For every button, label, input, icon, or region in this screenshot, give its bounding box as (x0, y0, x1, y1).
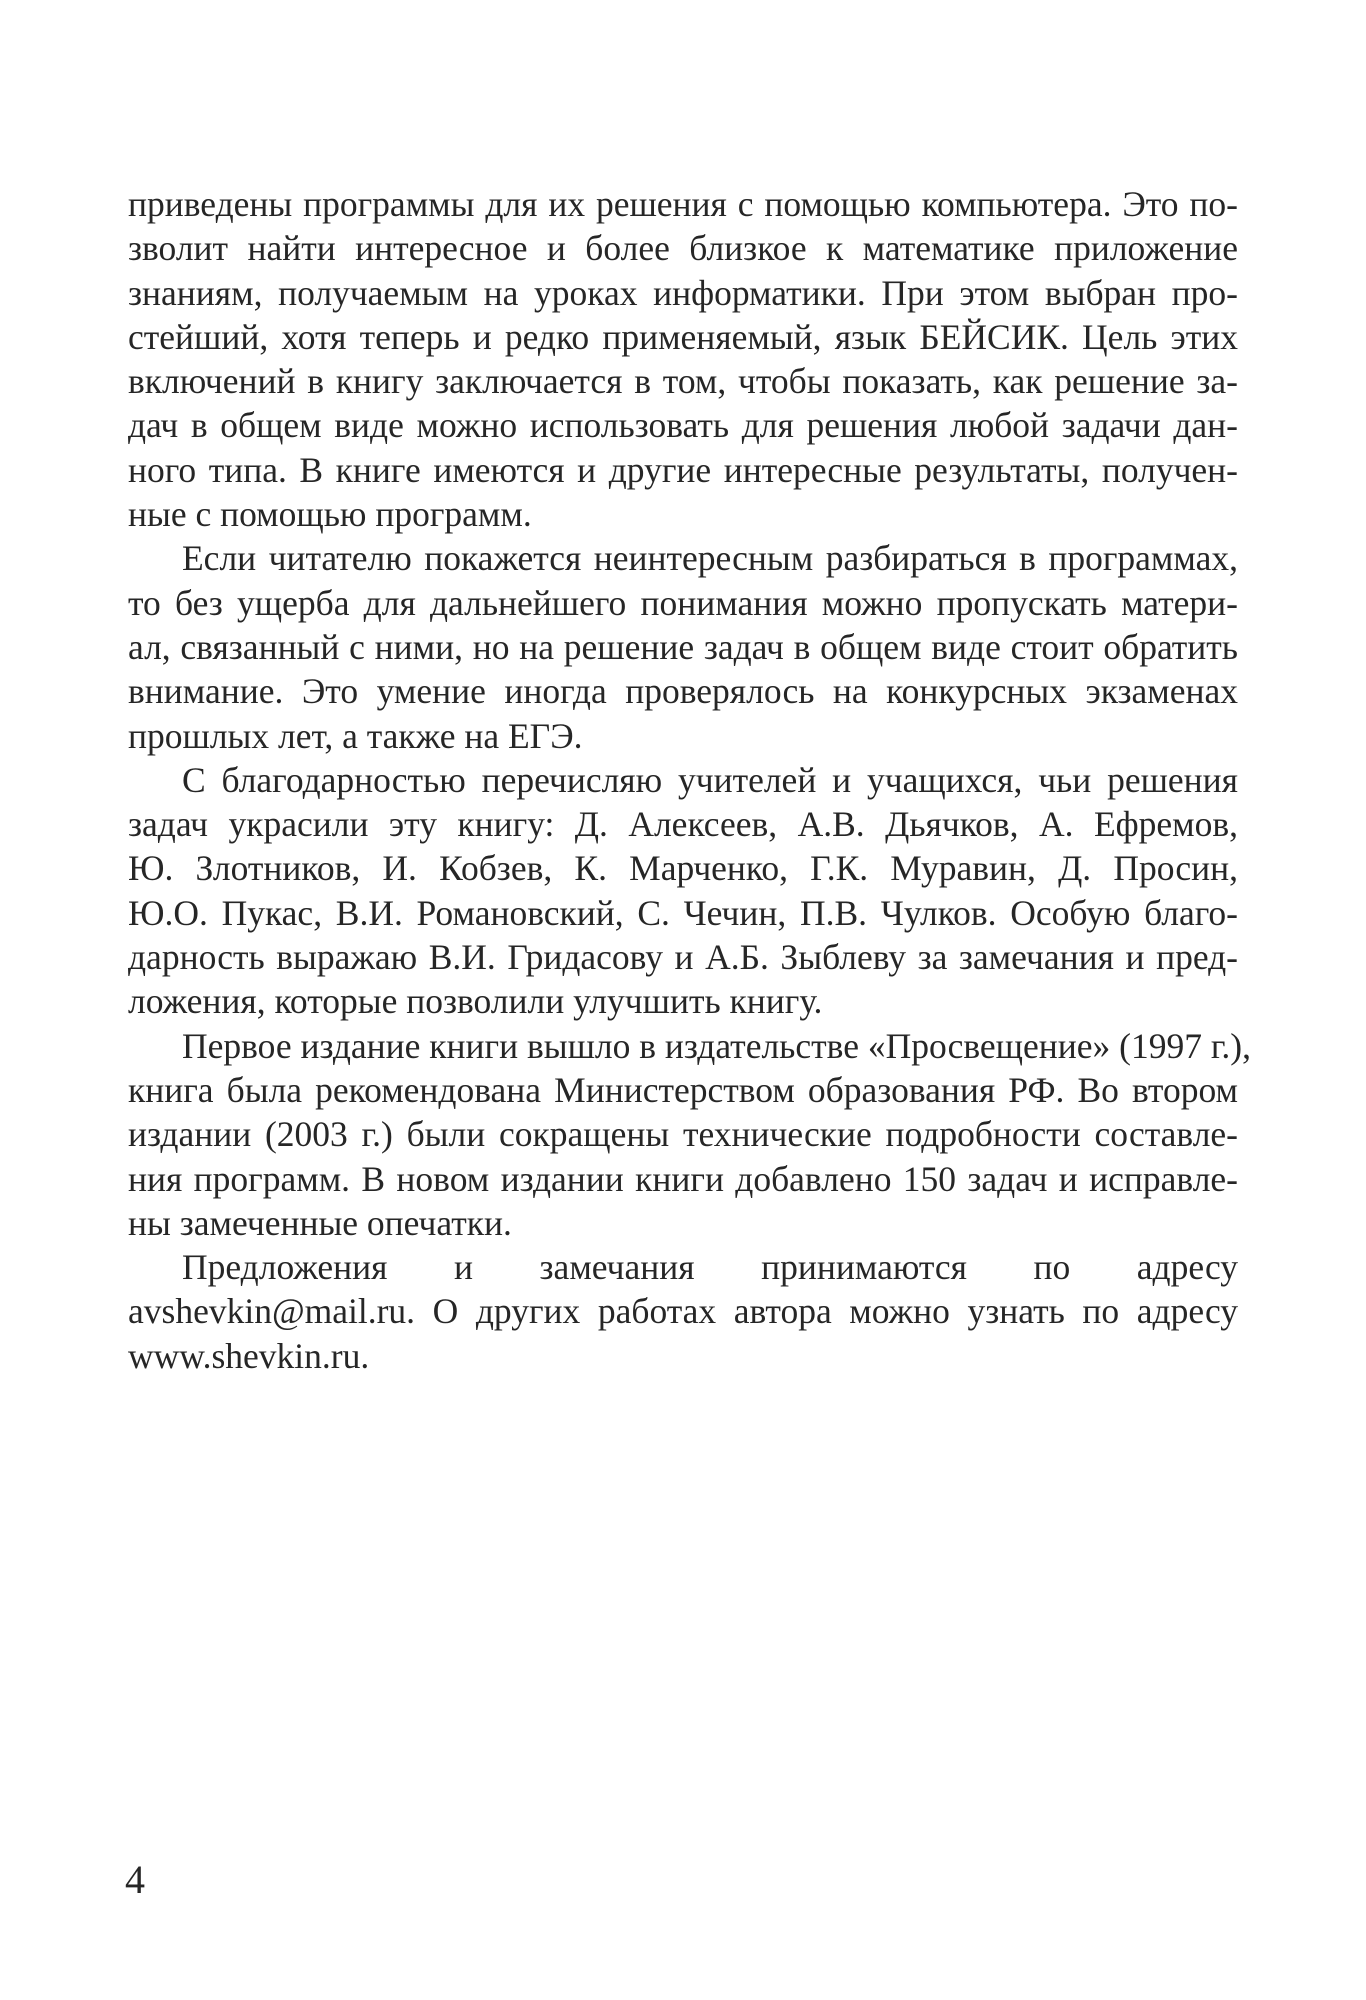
text-line: знаниям, получаемым на уроках информатики. При этом выбран про- (128, 272, 1238, 313)
text-line: ные с помощью программ. (128, 494, 532, 535)
paragraph-acknowledgements (128, 758, 1238, 1024)
paragraph-contacts (128, 1245, 1238, 1378)
text-line: издании (2003 г.) были сокращены технические подробности составле- (128, 1114, 1238, 1155)
page-number: 4 (125, 1857, 145, 1902)
text-line: включений в книгу заключается в том, чтобы показать, как решение за- (128, 361, 1238, 402)
text-line: внимание. Это умение иногда проверялось на конкурсных экзаменах (128, 671, 1238, 712)
paragraph-programs (128, 182, 1238, 536)
text-line: Предложения и замечания принимаются по адресу (182, 1247, 1238, 1288)
text-line: приведены программы для их решения с помощью компьютера. Это по- (128, 184, 1238, 224)
text-line: ны замеченные опечатки. (128, 1202, 512, 1243)
text-line: стейший, хотя теперь и редко применяемый, язык БЕЙСИК. Цель этих (128, 316, 1238, 357)
text-line: www.shevkin.ru. (128, 1335, 370, 1376)
paragraph-editions (128, 1024, 1251, 1245)
text-line: Ю.О. Пукас, В.И. Романовский, С. Чечин, П.В. Чулков. Особую благо- (128, 892, 1238, 933)
text-line: ного типа. В книге имеются и другие интересные результаты, получен- (128, 449, 1238, 490)
text-line: дарность выражаю В.И. Гридасову и А.Б. Зыблеву за замечания и пред- (128, 937, 1238, 978)
text-line: ложения, которые позволили улучшить книгу. (128, 981, 823, 1022)
text-line: прошлых лет, а также на ЕГЭ. (128, 715, 583, 756)
text-line: ния программ. В новом издании книги добавлено 150 задач и исправле- (128, 1158, 1238, 1199)
text-line: задач украсили эту книгу: Д. Алексеев, А.В. Дьячков, А. Ефремов, (128, 804, 1238, 845)
body-text (128, 182, 1251, 1378)
text-line: то без ущерба для дальнейшего понимания можно пропускать матери- (128, 582, 1238, 623)
text-line: книга была рекомендована Министерством образования РФ. Во втором (128, 1069, 1238, 1110)
text-line: ал, связанный с ними, но на решение задач в общем виде стоит обратить (128, 626, 1238, 667)
text-line: дач в общем виде можно использовать для решения любой задачи дан- (128, 405, 1238, 446)
text-line: зволит найти интересное и более близкое к математике приложение (128, 228, 1238, 269)
text-line: Первое издание книги вышло в издательстве «Просвещение» (1997 г.), (182, 1025, 1251, 1066)
text-line: Ю. Злотников, И. Кобзев, К. Марченко, Г.К. Муравин, Д. Просин, (128, 848, 1238, 889)
text-line: Если читателю покажется неинтересным разбираться в программах, (182, 538, 1238, 579)
text-line: С благодарностью перечисляю учителей и учащихся, чьи решения (182, 759, 1238, 800)
paragraph-reader-note (128, 536, 1238, 757)
text-line: avshevkin@mail.ru. О других работах автора можно узнать по адресу (128, 1291, 1238, 1332)
